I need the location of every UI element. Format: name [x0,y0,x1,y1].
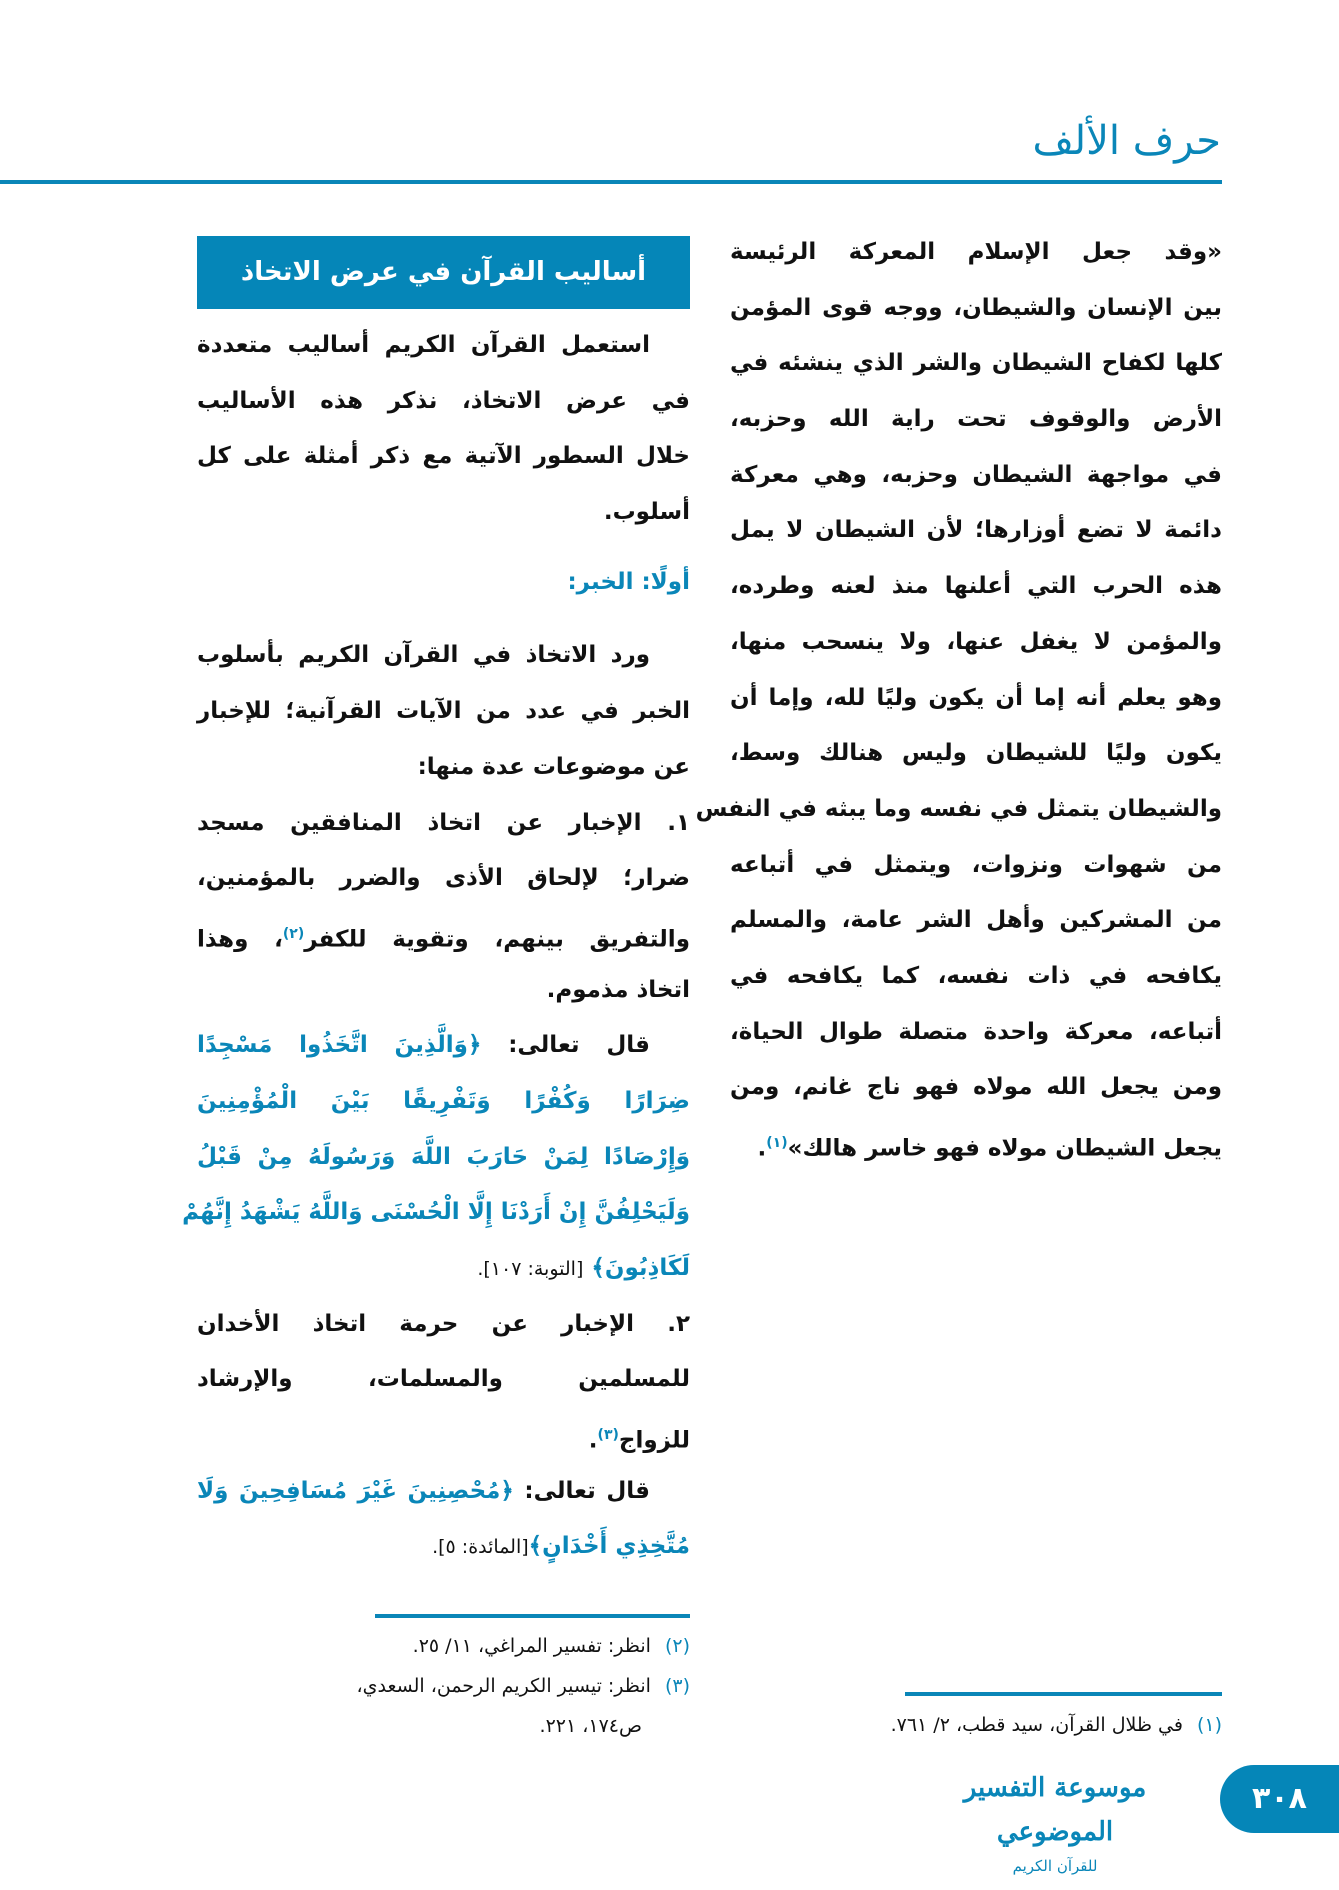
footnote-separator [375,1614,690,1618]
text-segment: ، وهذا [197,926,283,953]
text-line [730,336,1222,392]
quran-verse: وَلَيَحْلِفُنَّ إِنْ أَرَدْنَا إِلَّا الْحُسْنَى وَاللَّهُ يَشْهَدُ إِنَّهُمْ [182,1199,690,1226]
section-title: أساليب القرآن في عرض الاتخاذ [197,236,690,309]
footnotes-right [742,1705,1222,1745]
text-segment: للمسلمين والمسلمات، والإرشاد [197,1366,690,1393]
encyclopedia-logo [930,1766,1180,1875]
footnote-ref: (١) [766,1135,788,1151]
text-line [197,1352,690,1408]
footnote-number: (١) [1196,1714,1222,1736]
text-segment: الخبر في عدد من الآيات القرآنية؛ للإخبار [197,698,690,725]
text-line [197,555,690,611]
footnote [742,1705,1222,1745]
text-line [730,392,1222,448]
text-segment: وهو يعلم أنه إما أن يكون وليًا لله، وإما أن [730,684,1222,711]
text-line [197,1074,690,1130]
text-segment: استعمل القرآن الكريم أساليب متعددة [197,332,650,358]
text-line [197,684,690,740]
quran-verse: لَكَاذِبُونَ﴾ [583,1255,690,1281]
text-line [730,615,1222,671]
text-segment: ورد الاتخاذ في القرآن الكريم بأسلوب [197,642,650,669]
text-line [730,503,1222,559]
text-segment: والشيطان يتمثل في نفسه وما يبثه في النفس [695,795,1222,822]
right-column-text [695,225,1222,1172]
text-line [197,1464,690,1520]
quran-verse: ﴿وَالَّذِينَ اتَّخَذُوا مَسْجِدًا [197,1032,482,1059]
text-segment: أسلوب. [603,499,690,526]
text-segment: ومن يجعل الله مولاه فهو ناج غانم، ومن [730,1074,1222,1101]
text-line [695,782,1222,838]
text-line [197,1297,690,1353]
text-segment: ضرار؛ لإلحاق الأذى والضرر بالمؤمنين، [197,865,690,892]
quran-verse: مُتَّخِذِي أَخْدَانٍ﴾ [528,1533,690,1560]
text-segment: في مواجهة الشيطان وحزبه، وهي معركة [730,461,1222,488]
text-line [197,374,690,430]
text-line [730,726,1222,782]
text-segment: يكون وليًا للشيطان وليس هنالك وسط، [730,740,1222,767]
quran-verse: ﴿مُحْصِنِينَ غَيْرَ مُسَافِحِينَ وَلَا [197,1477,514,1504]
page-number: ٣٠٨ [1220,1765,1339,1833]
text-line [197,429,690,485]
verse-reference: [المائدة: ٥]. [432,1536,529,1559]
footnote-number: (٣) [664,1675,690,1697]
footnote-text: ص١٧٤، ٢٢١. [539,1715,642,1737]
text-segment: كلها لكفاح الشيطان والشر الذي ينشئه في [730,350,1222,377]
header-rule [0,180,1222,184]
text-line [197,1408,690,1464]
text-segment: دائمة لا تضع أوزارها؛ لأن الشيطان لا يمل [730,517,1222,544]
text-line [730,1116,1222,1172]
text-line [730,838,1222,894]
text-line [197,963,690,1019]
footnote-ref: (٣) [597,1427,619,1444]
text-segment: من شهوات ونزوات، ويتمثل في أتباعه [730,851,1222,878]
footnote-continuation [210,1706,690,1746]
text-segment: والمؤمن لا يغفل عنها، ولا ينسحب منها، [730,628,1222,655]
text-segment: أتباعه، معركة واحدة متصلة طوال الحياة، [730,1018,1222,1045]
text-line [197,1130,690,1186]
text-line [730,1060,1222,1116]
text-line [730,281,1222,337]
text-line [197,796,690,852]
text-line [197,1519,690,1575]
logo-subtitle: للقرآن الكريم [1012,1857,1098,1875]
text-segment: اتخاذ مذموم. [546,976,690,1003]
footnote-text: انظر: تفسير المراغي، ١١/ ٢٥. [412,1635,651,1657]
text-line [730,225,1222,281]
text-line [730,1005,1222,1061]
text-line [197,907,690,963]
text-segment: خلال السطور الآتية مع ذكر أمثلة على كل [197,443,690,470]
footnote-text: انظر: تيسير الكريم الرحمن، السعدي، [356,1675,651,1697]
quran-verse: أولًا: الخبر: [567,568,690,595]
text-segment: ٢. الإخبار عن حرمة اتخاذ الأخدان [197,1310,690,1337]
text-line [197,740,690,796]
text-line [182,1185,690,1241]
text-segment: . [588,1427,598,1454]
footnote [210,1626,690,1666]
footnote-separator [905,1692,1222,1696]
text-line [197,628,690,684]
logo-title: موسوعة التفسير الموضوعي [963,1773,1147,1847]
text-segment: هذه الحرب التي أعلنها منذ لعنه وطرده، [730,573,1222,600]
text-segment: في عرض الاتخاذ، نذكر هذه الأساليب [197,387,690,414]
footnotes-left [210,1626,690,1746]
text-segment: يجعل الشيطان مولاه فهو خاسر هالك» [787,1135,1222,1162]
footnote-number: (٢) [664,1635,690,1657]
footnote [210,1666,690,1706]
text-line [197,318,690,374]
footnote-ref: (٢) [282,925,305,942]
text-line [197,1241,690,1297]
text-line [730,893,1222,949]
text-line [197,485,690,541]
text-line [730,559,1222,615]
text-line [197,851,690,907]
verse-reference: [التوبة: ١٠٧]. [477,1258,584,1280]
text-line [730,671,1222,727]
text-line [197,1018,690,1074]
text-segment: الأرض والوقوف تحت راية الله وحزبه، [730,406,1222,433]
quran-verse: ضِرَارًا وَكُفْرًا وَتَفْرِيقًا بَيْنَ الْمُؤْمِنِينَ [197,1087,690,1114]
text-segment: «وقد جعل الإسلام المعركة الرئيسة [730,239,1222,265]
text-segment: عن موضوعات عدة منها: [417,753,690,780]
text-segment: قال تعالى: [513,1477,650,1504]
text-line [730,448,1222,504]
text-segment: والتفريق بينهم، وتقوية للكفر [304,926,690,953]
text-segment: ١. الإخبار عن اتخاذ المنافقين مسجد [197,809,690,836]
footnote-text: في ظلال القرآن، سيد قطب، ٢/ ٧٦١. [890,1714,1183,1736]
text-segment: بين الإنسان والشيطان، ووجه قوى المؤمن [730,294,1222,321]
text-segment: للزواج [618,1427,690,1454]
quran-verse: وَإِرْصَادًا لِمَنْ حَارَبَ اللَّهَ وَرَسُولَهُ مِنْ قَبْلُ [197,1143,690,1170]
text-segment: يكافحه في ذات نفسه، كما يكافحه في [730,962,1222,989]
text-segment: قال تعالى: [481,1032,650,1059]
text-line [730,949,1222,1005]
chapter-title: حرف الألف [1032,118,1221,164]
left-column-text [182,318,690,1575]
text-segment: . [757,1135,767,1162]
text-segment: من المشركين وأهل الشر عامة، والمسلم [730,907,1222,934]
